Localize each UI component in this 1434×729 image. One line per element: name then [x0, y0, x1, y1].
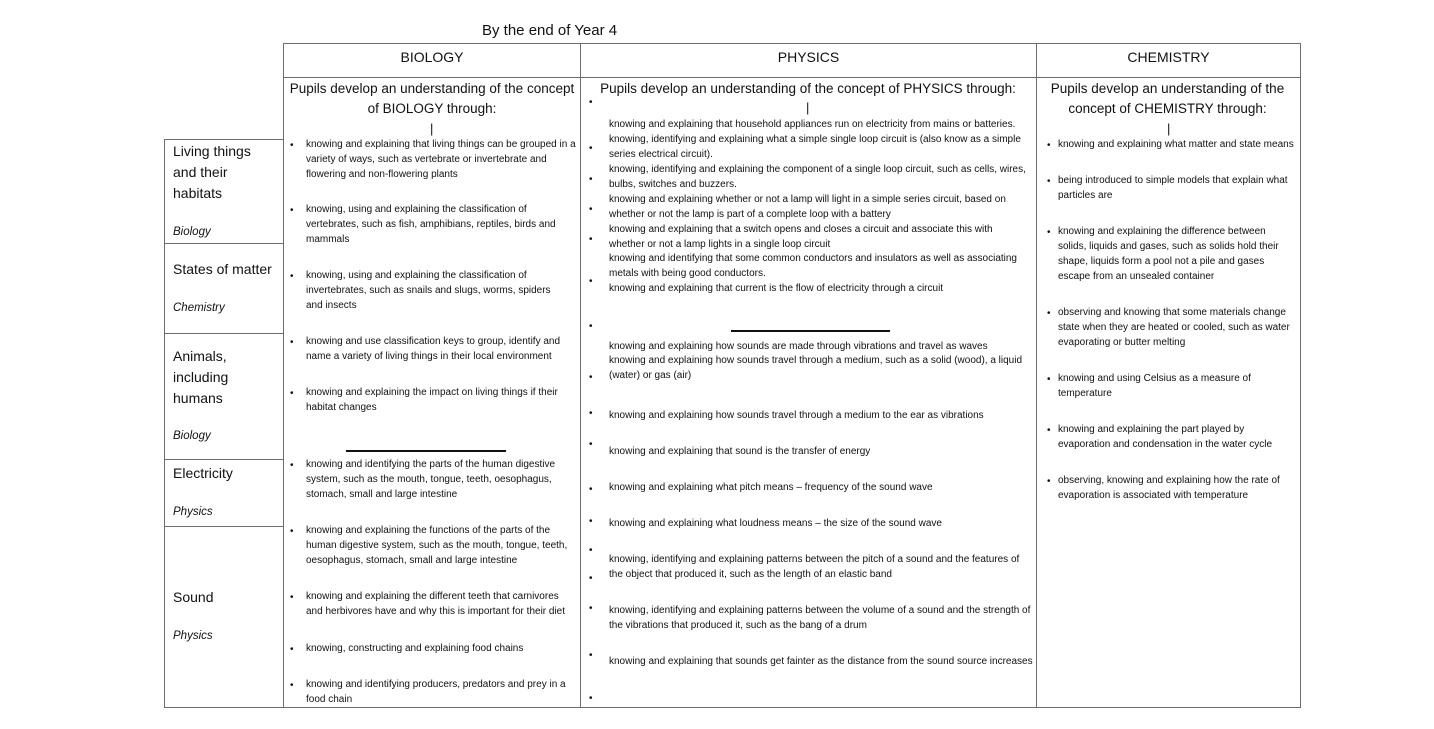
physics-item: knowing, identifying and explaining the component of a single loop circuit, such as cells, wires, bulbs, switches and buzzers.	[609, 164, 1026, 190]
physics-caret: |	[806, 100, 810, 115]
bullet: •	[290, 526, 294, 537]
topic-name: Sound	[173, 589, 214, 605]
physics-item: knowing and explaining what loudness means – the size of the sound wave	[609, 518, 942, 529]
biology-item: knowing and explaining the impact on living things if their habitat changes	[306, 387, 558, 413]
physics-intro: Pupils develop an understanding of the concept of PHYSICS through:	[600, 81, 1016, 96]
chemistry-item: knowing and explaining the difference between solids, liquids and gases, such as solids hold their shape, liquids form a pool not a pile and gases escape from an unsealed container	[1058, 226, 1279, 282]
biology-item: knowing and explaining the different teeth that carnivores and herbivores have and why this is important for their diet	[306, 591, 566, 617]
chemistry-item: being introduced to simple models that explain what particles are	[1058, 175, 1288, 201]
bullet: •	[589, 573, 593, 584]
bullet: •	[1047, 227, 1051, 238]
topic-name: States of matter	[173, 261, 272, 277]
bullet: •	[589, 650, 593, 661]
chemistry-item: knowing and explaining the part played by evaporation and condensation in the water cycle	[1058, 424, 1273, 450]
topic-living-things	[164, 139, 284, 244]
topic-subject: Physics	[173, 630, 213, 642]
bullet: •	[290, 460, 294, 471]
biology-item: knowing, constructing and explaining food chains	[306, 643, 524, 654]
bullet: •	[589, 516, 593, 527]
biology-item: knowing and explaining that living things can be grouped in a variety of ways, such as vertebrate or invertebrate and flowering and non-flowering plants	[306, 139, 576, 180]
physics-item: knowing and explaining how sounds travel through a medium, such as a solid (wood), a liquid (water) or gas (air)	[609, 355, 1023, 381]
physics-item: knowing, identifying and explaining patterns between the volume of a sound and the strength of the vibrations that produced it, such as the bang of a drum	[609, 605, 1031, 631]
physics-item: knowing and explaining whether or not a lamp will light in a simple series circuit, based on whether or not the lamp is part of a complete loop with a battery	[609, 194, 1006, 220]
bullet: •	[589, 408, 593, 419]
bullet: •	[589, 234, 593, 245]
physics-item: knowing and identifying that some common conductors and insulators as well as associating metals with being good conductors.	[609, 253, 1017, 279]
bullet: •	[589, 174, 593, 185]
bullet: •	[589, 372, 593, 383]
topic-animals	[164, 333, 284, 460]
bullet: •	[290, 205, 294, 216]
bullet: •	[1047, 476, 1051, 487]
page-title: By the end of Year 4	[482, 22, 618, 39]
bullet: •	[1047, 425, 1051, 436]
bullet: •	[290, 271, 294, 282]
bullet: •	[290, 592, 294, 603]
biology-caret: |	[430, 121, 434, 136]
chemistry-item: knowing and explaining what matter and state means	[1058, 139, 1294, 150]
physics-item: knowing and explaining that sound is the transfer of energy	[609, 446, 871, 457]
chemistry-item: knowing and using Celsius as a measure of temperature	[1058, 373, 1251, 399]
chemistry-item: observing, knowing and explaining how the rate of evaporation is associated with temperature	[1058, 475, 1280, 501]
bullet: •	[589, 204, 593, 215]
topic-subject: Biology	[173, 226, 211, 238]
bullet: •	[1047, 176, 1051, 187]
physics-item: knowing and explaining how sounds travel through a medium to the ear as vibrations	[609, 410, 984, 421]
bullet: •	[1047, 140, 1051, 151]
physics-item: knowing and explaining that current is the flow of electricity through a circuit	[609, 283, 944, 294]
bullet: •	[589, 484, 593, 495]
topic-name: Animals, including humans	[173, 348, 229, 406]
topic-electricity	[164, 459, 284, 527]
biology-item: knowing, using and explaining the classification of vertebrates, such as fish, amphibians, reptiles, birds and mammals	[306, 204, 556, 245]
chemistry-item: observing and knowing that some materials change state when they are heated or cooled, such as water evaporating or butter melting	[1058, 307, 1290, 348]
bullet: •	[1047, 308, 1051, 319]
topic-states-of-matter	[164, 243, 284, 334]
topic-name: Electricity	[173, 465, 233, 481]
bullet: •	[290, 140, 294, 151]
header-physics: PHYSICS	[777, 49, 840, 65]
physics-item: knowing and explaining how sounds are made through vibrations and travel as waves	[609, 341, 988, 352]
physics-item: knowing and explaining what pitch means – frequency of the sound wave	[609, 482, 933, 493]
bullet: •	[589, 693, 593, 704]
chemistry-caret: |	[1167, 121, 1171, 136]
biology-item: knowing and explaining the functions of the parts of the human digestive system, such as the mouth, tongue, teeth, oesophagus, stomach, small and large intestine	[306, 525, 568, 566]
topic-subject: Chemistry	[173, 302, 225, 314]
bullet: •	[589, 97, 593, 108]
physics-divider	[731, 330, 890, 332]
biology-intro: Pupils develop an understanding of the concept of BIOLOGY through:	[289, 81, 575, 116]
bullet: •	[589, 143, 593, 154]
bullet: •	[589, 321, 593, 332]
topic-sound	[164, 526, 284, 708]
bullet: •	[589, 439, 593, 450]
bullet: •	[589, 276, 593, 287]
topic-name: Living things and their habitats	[173, 143, 251, 201]
header-chemistry: CHEMISTRY	[1127, 49, 1210, 65]
biology-divider	[346, 450, 506, 452]
physics-item: knowing, identifying and explaining what a simple single loop circuit is (also know as a simple series electrical circuit).	[609, 134, 1021, 160]
biology-item: knowing and identifying producers, predators and prey in a food chain	[306, 679, 566, 705]
bullet: •	[290, 680, 294, 691]
biology-item: knowing and identifying the parts of the human digestive system, such as the mouth, tongue, teeth, oesophagus, stomach, small and large intestine	[306, 459, 556, 500]
bullet: •	[290, 644, 294, 655]
header-biology: BIOLOGY	[400, 49, 464, 65]
bullet: •	[1047, 374, 1051, 385]
bullet: •	[589, 603, 593, 614]
topic-subject: Biology	[173, 430, 211, 442]
physics-item: knowing and explaining that sounds get fainter as the distance from the sound source increases	[609, 656, 1033, 667]
physics-item: knowing and explaining that household appliances run on electricity from mains or batteries.	[609, 119, 1016, 130]
bullet: •	[290, 337, 294, 348]
topic-subject: Physics	[173, 506, 213, 518]
biology-item: knowing and use classification keys to group, identify and name a variety of living things in their local environment	[306, 336, 561, 362]
physics-item: knowing and explaining that a switch opens and closes a circuit and associate this with whether or not a lamp lights in a single loop circuit	[609, 224, 993, 250]
bullet: •	[589, 545, 593, 556]
biology-item: knowing, using and explaining the classification of invertebrates, such as snails and slugs, worms, spiders and insects	[306, 270, 551, 311]
chemistry-intro: Pupils develop an understanding of the concept of CHEMISTRY through:	[1050, 81, 1285, 116]
bullet: •	[290, 388, 294, 399]
physics-item: knowing, identifying and explaining patterns between the pitch of a sound and the features of the object that produced it, such as the length of an elastic band	[609, 554, 1020, 580]
